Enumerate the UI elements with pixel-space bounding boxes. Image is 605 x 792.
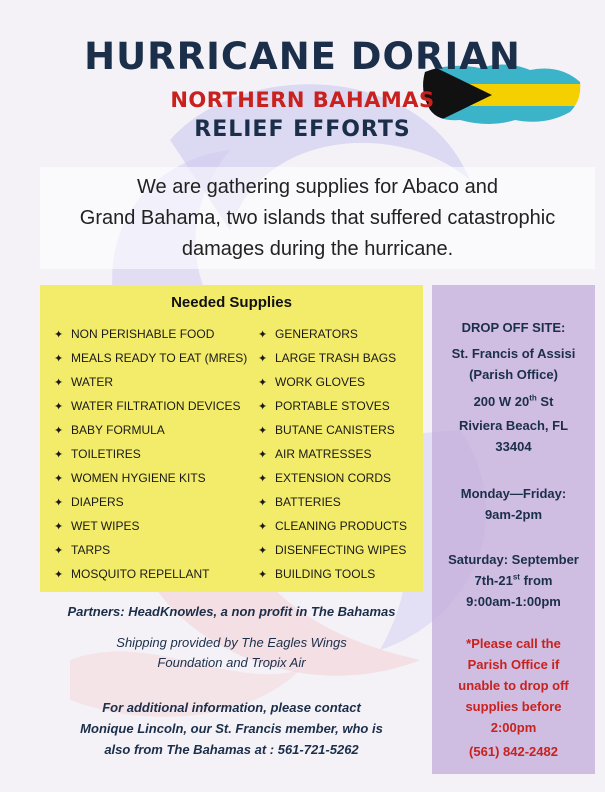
supply-item: ✦ BUTANE CANISTERS bbox=[258, 418, 418, 442]
star-bullet-icon: ✦ bbox=[258, 521, 268, 533]
star-bullet-icon: ✦ bbox=[54, 473, 64, 485]
supply-item: ✦ WOMEN HYGIENE KITS bbox=[54, 466, 254, 490]
star-bullet-icon: ✦ bbox=[258, 545, 268, 557]
star-bullet-icon: ✦ bbox=[258, 329, 268, 341]
dropoff-site-name: St. Francis of Assisi (Parish Office) bbox=[451, 346, 576, 382]
supply-item: ✦ DISENFECTING WIPES bbox=[258, 538, 418, 562]
star-bullet-icon: ✦ bbox=[258, 569, 268, 581]
drop-off-panel bbox=[432, 285, 595, 774]
star-bullet-icon: ✦ bbox=[54, 545, 64, 557]
partners-text: Partners: HeadKnowles, a non profit in The Bahamas bbox=[67, 604, 396, 619]
dropoff-city: Riviera Beach, FL 33404 bbox=[458, 418, 569, 454]
star-bullet-icon: ✦ bbox=[258, 449, 268, 461]
supply-item: ✦ TOILETIRES bbox=[54, 442, 254, 466]
dropoff-call-note: *Please call the Parish Office if unable to drop off supplies before 2:00pm bbox=[458, 636, 569, 735]
star-bullet-icon: ✦ bbox=[54, 329, 64, 341]
supply-item: ✦ MEALS READY TO EAT (MRES) bbox=[54, 346, 254, 370]
supply-item: ✦ AIR MATRESSES bbox=[258, 442, 418, 466]
intro-line: damages during the hurricane. bbox=[181, 238, 454, 260]
contact-text: For additional information, please contact Monique Lincoln, our St. Francis member, who is also from The Bahamas at : 561-721-5262 bbox=[80, 700, 383, 757]
intro-line: Grand Bahama, two islands that suffered catastrophic bbox=[79, 207, 556, 229]
star-bullet-icon: ✦ bbox=[258, 401, 268, 413]
supply-item: ✦ DIAPERS bbox=[54, 490, 254, 514]
subtitle-region: NORTHERN BAHAMAS bbox=[170, 88, 435, 112]
supply-item: ✦ WET WIPES bbox=[54, 514, 254, 538]
supply-item: ✦ BABY FORMULA bbox=[54, 418, 254, 442]
star-bullet-icon: ✦ bbox=[258, 425, 268, 437]
star-bullet-icon: ✦ bbox=[258, 377, 268, 389]
supply-item: ✦ WORK GLOVES bbox=[258, 370, 418, 394]
dropoff-saturday-hours: Saturday: September 7th-21st from 9:00am-1:00pm bbox=[448, 552, 579, 609]
supplies-list-right bbox=[258, 322, 418, 586]
supply-item: ✦ BUILDING TOOLS bbox=[258, 562, 418, 586]
supply-item: ✦ MOSQUITO REPELLANT bbox=[54, 562, 254, 586]
supply-item: ✦ GENERATORS bbox=[258, 322, 418, 346]
dropoff-heading: DROP OFF SITE: bbox=[461, 320, 566, 335]
star-bullet-icon: ✦ bbox=[54, 425, 64, 437]
star-bullet-icon: ✦ bbox=[54, 569, 64, 581]
subtitle-relief: RELIEF EFFORTS bbox=[194, 117, 411, 142]
dropoff-weekday-hours: Monday—Friday: 9am-2pm bbox=[460, 486, 567, 522]
star-bullet-icon: ✦ bbox=[54, 401, 64, 413]
shipping-text: Shipping provided by The Eagles Wings Foundation and Tropix Air bbox=[116, 635, 347, 670]
page-title: HURRICANE DORIAN bbox=[84, 35, 521, 78]
intro-box bbox=[40, 167, 595, 269]
supply-item: ✦ WATER FILTRATION DEVICES bbox=[54, 394, 254, 418]
supply-item: ✦ TARPS bbox=[54, 538, 254, 562]
supply-item: ✦ WATER bbox=[54, 370, 254, 394]
star-bullet-icon: ✦ bbox=[54, 353, 64, 365]
supply-item: ✦ PORTABLE STOVES bbox=[258, 394, 418, 418]
supply-item: ✦ LARGE TRASH BAGS bbox=[258, 346, 418, 370]
star-bullet-icon: ✦ bbox=[54, 497, 64, 509]
dropoff-phone: (561) 842-2482 bbox=[469, 744, 558, 759]
star-bullet-icon: ✦ bbox=[54, 449, 64, 461]
star-bullet-icon: ✦ bbox=[258, 473, 268, 485]
supply-item: ✦ EXTENSION CORDS bbox=[258, 466, 418, 490]
star-bullet-icon: ✦ bbox=[54, 521, 64, 533]
supply-item: ✦ NON PERISHABLE FOOD bbox=[54, 322, 254, 346]
star-bullet-icon: ✦ bbox=[258, 353, 268, 365]
needed-supplies-panel bbox=[40, 285, 423, 592]
supplies-list-left bbox=[54, 322, 254, 586]
supply-item: ✦ CLEANING PRODUCTS bbox=[258, 514, 418, 538]
dropoff-street: 200 W 20th St bbox=[473, 393, 554, 409]
intro-line: We are gathering supplies for Abaco and bbox=[137, 176, 498, 198]
supplies-heading: Needed Supplies bbox=[171, 294, 292, 311]
star-bullet-icon: ✦ bbox=[258, 497, 268, 509]
star-bullet-icon: ✦ bbox=[54, 377, 64, 389]
supply-item: ✦ BATTERIES bbox=[258, 490, 418, 514]
